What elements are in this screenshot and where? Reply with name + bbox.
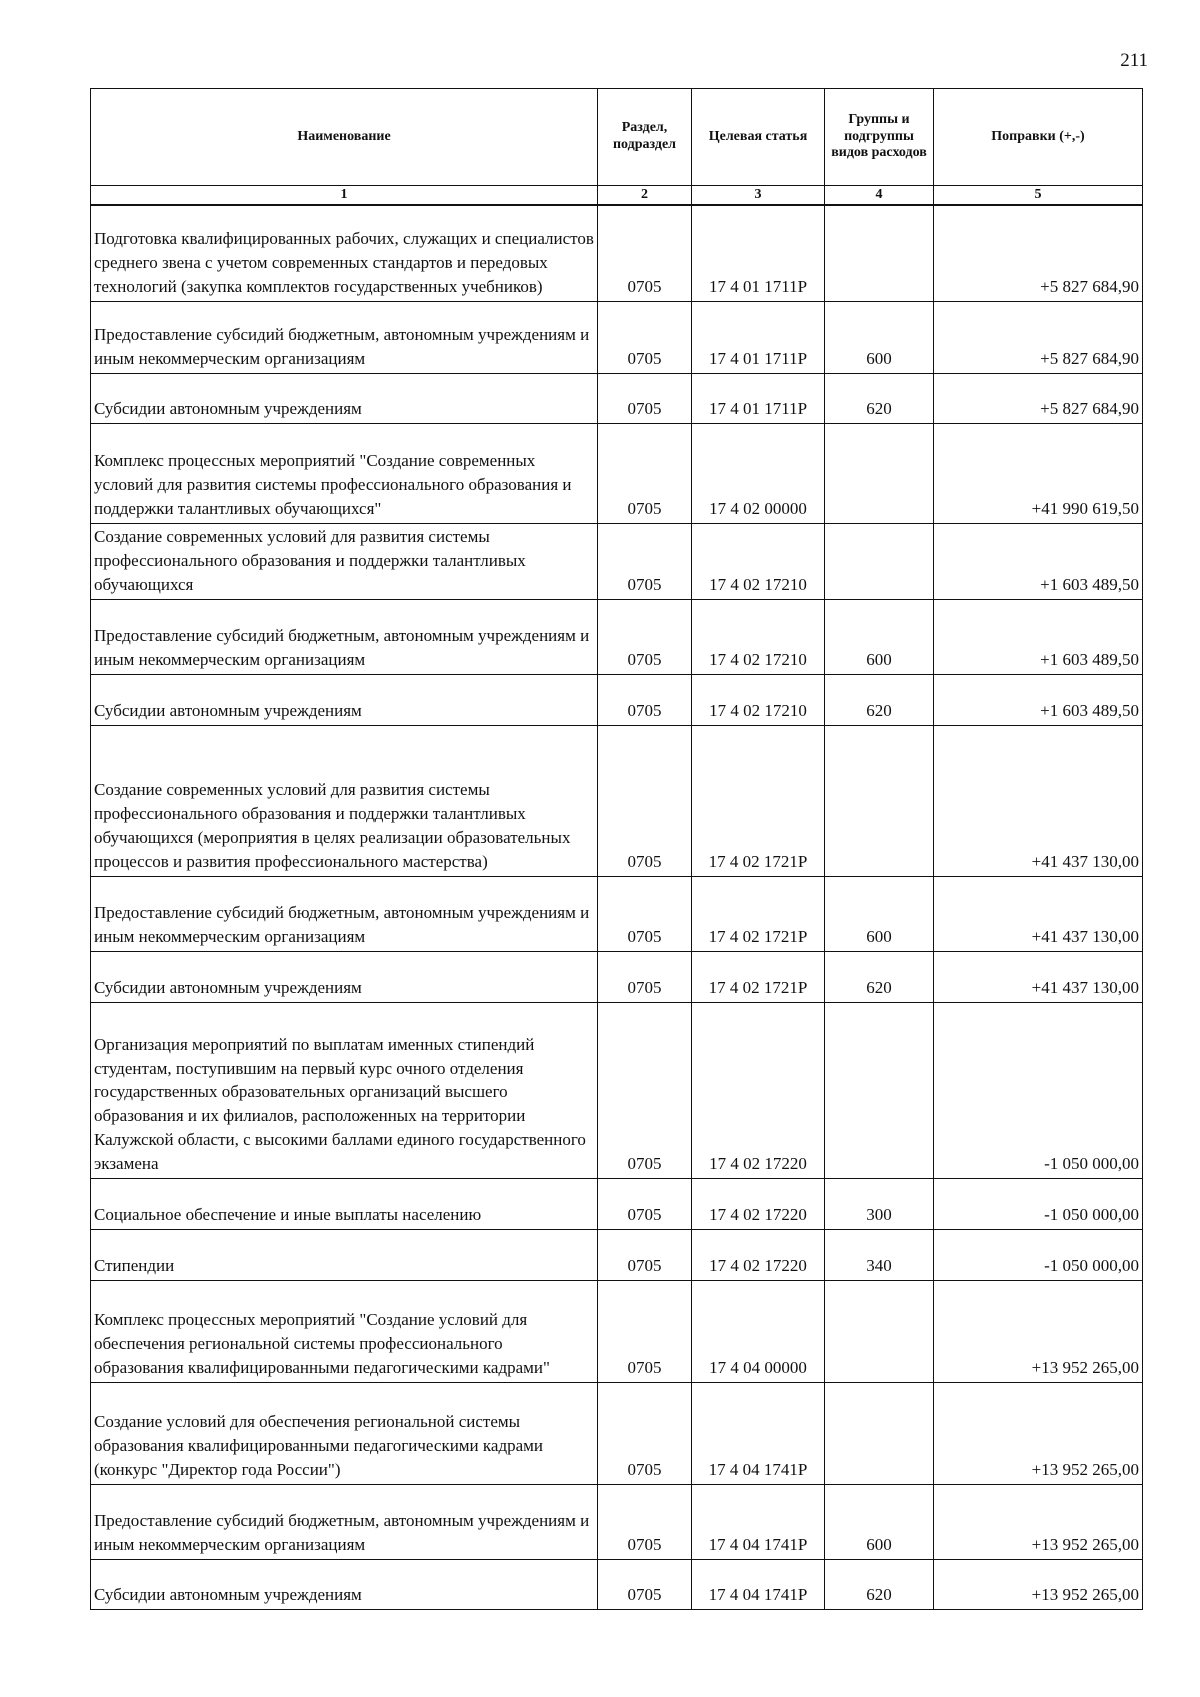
row-group (825, 523, 934, 599)
table-row (91, 725, 1143, 876)
row-section: 0705 (598, 1280, 692, 1382)
table-row (91, 599, 1143, 674)
row-section: 0705 (598, 1178, 692, 1229)
row-group: 620 (825, 1559, 934, 1609)
row-section: 0705 (598, 1484, 692, 1559)
row-name: Подготовка квалифицированных рабочих, служащих и специалистов среднего звена с учетом современных стандартов и передовых технологий (закупка комплектов государственных учебников) (91, 205, 598, 301)
row-section: 0705 (598, 725, 692, 876)
budget-amendments-table (90, 88, 1143, 1610)
row-amount: +13 952 265,00 (934, 1382, 1143, 1484)
row-group (825, 1382, 934, 1484)
table-row (91, 423, 1143, 523)
row-group: 300 (825, 1178, 934, 1229)
row-group (825, 1002, 934, 1178)
row-section: 0705 (598, 423, 692, 523)
table-row (91, 1559, 1143, 1609)
row-amount: +13 952 265,00 (934, 1559, 1143, 1609)
row-article: 17 4 04 00000 (692, 1280, 825, 1382)
table-row (91, 1484, 1143, 1559)
row-article: 17 4 02 17220 (692, 1229, 825, 1280)
table-row (91, 1382, 1143, 1484)
row-amount: +1 603 489,50 (934, 523, 1143, 599)
header-row (91, 89, 1143, 186)
table-row (91, 876, 1143, 951)
page-number: 211 (1120, 50, 1148, 71)
row-amount: +13 952 265,00 (934, 1280, 1143, 1382)
row-section: 0705 (598, 1002, 692, 1178)
row-article: 17 4 02 17210 (692, 523, 825, 599)
header-name: Наименование (91, 89, 598, 186)
row-amount: +41 990 619,50 (934, 423, 1143, 523)
row-name: Предоставление субсидий бюджетным, автономным учреждениям и иным некоммерческим организациям (91, 876, 598, 951)
row-article: 17 4 04 1741Р (692, 1559, 825, 1609)
row-group: 600 (825, 876, 934, 951)
row-article: 17 4 01 1711Р (692, 373, 825, 423)
table-row (91, 1229, 1143, 1280)
row-group (825, 205, 934, 301)
row-group (825, 423, 934, 523)
row-amount: +1 603 489,50 (934, 674, 1143, 725)
column-number-row (91, 186, 1143, 206)
row-section: 0705 (598, 523, 692, 599)
row-section: 0705 (598, 301, 692, 373)
row-article: 17 4 04 1741Р (692, 1382, 825, 1484)
table-row (91, 1002, 1143, 1178)
row-name: Создание условий для обеспечения региональной системы образования квалифицированными педагогическими кадрами (конкурс "Директор года России") (91, 1382, 598, 1484)
row-group: 620 (825, 951, 934, 1002)
row-section: 0705 (598, 1229, 692, 1280)
row-article: 17 4 01 1711Р (692, 301, 825, 373)
row-amount: +5 827 684,90 (934, 205, 1143, 301)
row-article: 17 4 02 17220 (692, 1178, 825, 1229)
row-name: Субсидии автономным учреждениям (91, 674, 598, 725)
row-amount: +41 437 130,00 (934, 951, 1143, 1002)
row-name: Предоставление субсидий бюджетным, автономным учреждениям и иным некоммерческим организациям (91, 301, 598, 373)
row-section: 0705 (598, 1559, 692, 1609)
row-name: Комплекс процессных мероприятий "Создание условий для обеспечения региональной системы профессионального образования квалифицированными педагогическими кадрами" (91, 1280, 598, 1382)
row-group: 600 (825, 599, 934, 674)
row-article: 17 4 02 17210 (692, 674, 825, 725)
table-row (91, 301, 1143, 373)
row-article: 17 4 01 1711Р (692, 205, 825, 301)
row-group (825, 1280, 934, 1382)
row-article: 17 4 02 17220 (692, 1002, 825, 1178)
row-group: 600 (825, 301, 934, 373)
row-amount: +41 437 130,00 (934, 876, 1143, 951)
row-name: Субсидии автономным учреждениям (91, 951, 598, 1002)
table-row (91, 205, 1143, 301)
row-name: Организация мероприятий по выплатам именных стипендий студентам, поступившим на первый курс очного отделения государственных образовательных организаций высшего образования и их филиалов, расположенных на территории Калужской области, с высокими баллами единого государственного экзамена (91, 1002, 598, 1178)
row-name: Субсидии автономным учреждениям (91, 1559, 598, 1609)
header-group: Группы и подгруппы видов расходов (825, 89, 934, 186)
row-group: 620 (825, 373, 934, 423)
row-name: Социальное обеспечение и иные выплаты населению (91, 1178, 598, 1229)
row-section: 0705 (598, 876, 692, 951)
row-amount: -1 050 000,00 (934, 1229, 1143, 1280)
row-name: Стипендии (91, 1229, 598, 1280)
table-row (91, 1178, 1143, 1229)
row-section: 0705 (598, 1382, 692, 1484)
row-section: 0705 (598, 373, 692, 423)
header-article: Целевая статья (692, 89, 825, 186)
row-article: 17 4 02 1721Р (692, 725, 825, 876)
row-article: 17 4 02 00000 (692, 423, 825, 523)
row-name: Субсидии автономным учреждениям (91, 373, 598, 423)
table-row (91, 1280, 1143, 1382)
row-name: Предоставление субсидий бюджетным, автономным учреждениям и иным некоммерческим организациям (91, 1484, 598, 1559)
row-section: 0705 (598, 951, 692, 1002)
column-number: 1 (91, 186, 598, 206)
row-group (825, 725, 934, 876)
row-section: 0705 (598, 205, 692, 301)
table-row (91, 951, 1143, 1002)
table-row (91, 373, 1143, 423)
row-amount: +5 827 684,90 (934, 301, 1143, 373)
row-amount: +41 437 130,00 (934, 725, 1143, 876)
column-number: 3 (692, 186, 825, 206)
row-group: 600 (825, 1484, 934, 1559)
row-amount: +1 603 489,50 (934, 599, 1143, 674)
row-group: 340 (825, 1229, 934, 1280)
row-name: Создание современных условий для развития системы профессионального образования и поддержки талантливых обучающихся (мероприятия в целях реализации образовательных процессов и развития профессионального мастерства) (91, 725, 598, 876)
column-number: 2 (598, 186, 692, 206)
row-article: 17 4 02 1721Р (692, 876, 825, 951)
row-article: 17 4 02 17210 (692, 599, 825, 674)
row-section: 0705 (598, 599, 692, 674)
row-article: 17 4 04 1741Р (692, 1484, 825, 1559)
row-section: 0705 (598, 674, 692, 725)
row-amount: +5 827 684,90 (934, 373, 1143, 423)
row-name: Предоставление субсидий бюджетным, автономным учреждениям и иным некоммерческим организациям (91, 599, 598, 674)
table-row (91, 523, 1143, 599)
row-amount: -1 050 000,00 (934, 1002, 1143, 1178)
header-amendment: Поправки (+,-) (934, 89, 1143, 186)
column-number: 4 (825, 186, 934, 206)
row-amount: +13 952 265,00 (934, 1484, 1143, 1559)
row-group: 620 (825, 674, 934, 725)
row-article: 17 4 02 1721Р (692, 951, 825, 1002)
column-number: 5 (934, 186, 1143, 206)
table-row (91, 674, 1143, 725)
header-section: Раздел, подраздел (598, 89, 692, 186)
row-name: Создание современных условий для развития системы профессионального образования и поддержки талантливых обучающихся (91, 523, 598, 599)
row-name: Комплекс процессных мероприятий "Создание современных условий для развития системы профессионального образования и поддержки талантливых обучающихся" (91, 423, 598, 523)
row-amount: -1 050 000,00 (934, 1178, 1143, 1229)
